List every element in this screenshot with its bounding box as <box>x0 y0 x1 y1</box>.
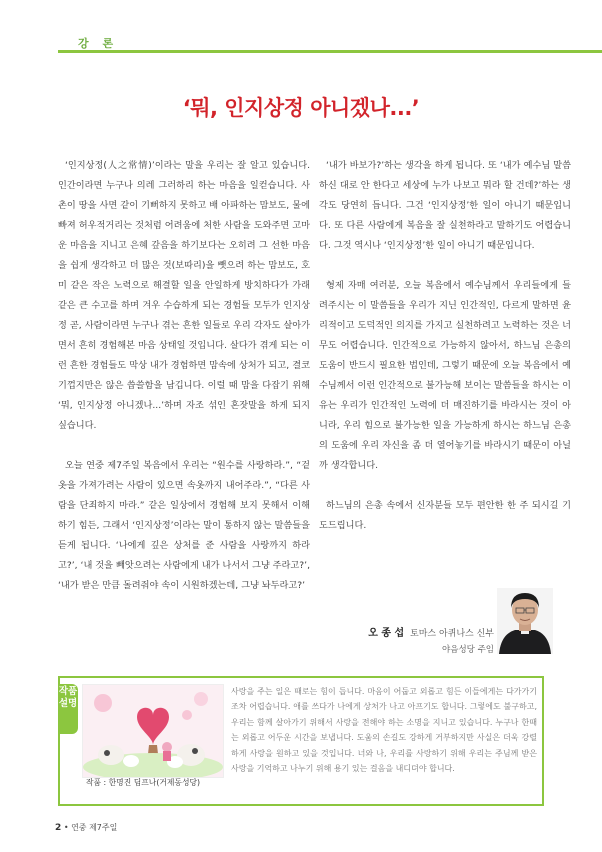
body-paragraph: 형제 자매 여러분, 오늘 복음에서 예수님께서 우리들에게 들려주시는 이 말씀들을 우리가 지닌 인간적인, 다르게 말하면 윤리적이고 도덕적인 의지를 가지고 실천하려고 노력하는 것은 너무도 어렵습니다. 인간적으로 가능하지 않아서, 하느님 은총의 도움이 반드시 필요한 법인데, 그렇기 때문에 오늘 복음에서 예수님께서 이런 인간적으로 불가능해 보이는 말씀들을 하시는 이유는 우리가 인간적인 노력에 더 매진하기를 바라시는 것이 아니라, 우리 힘으로 불가능한 일을 가능하게 하시는 하느님 은총의 도움에 우리 자신을 좀 더 열어놓기를 바라시기 때문이 아닐까 생각합니다. <box>319 280 571 471</box>
body-paragraph: ‘내가 바보가?’하는 생각을 하게 됩니다. 또 ‘내가 예수님 말씀하신 대로 안 한다고 세상에 누가 나보고 뭐라 할 건데?’하는 생각도 당연히 듭니다. 그건 ‘인지상정’한 일이 아니기 때문입니다. 또 다른 사람에게 복음을 잘 실천하라고 말하기도 어렵습니다. 그것 역시나 ‘인지상정’한 일이 아니기 때문입니다. <box>319 160 571 251</box>
artwork-tab-label: 작품 설명 <box>58 684 78 734</box>
page-number: 2 <box>55 823 62 833</box>
author-name: 오 종 섭 <box>368 628 405 639</box>
artwork-illustration <box>82 684 224 778</box>
section-label: 강 론 <box>78 37 119 50</box>
body-paragraph: 오늘 연중 제7주일 복음에서 우리는 “원수를 사랑하라.”, “겉옷을 가져가려는 사람이 있으면 속옷까지 내어주라.”, “다른 사람을 단죄하지 마라.” 같은 일상에서 경험해 보지 못해서 이해하기 힘든, 그래서 ‘인지상정’이라는 말이 통하지 않는 말씀들을 듣게 됩니다. ‘나에게 깊은 상처를 준 사람을 사랑까지 하라고?’, ‘내 것을 빼앗으려는 사람에게 내가 나서서 그냥 주라고?’, ‘내가 받은 만큼 돌려줘야 속이 시원하겠는데, 그냥 놔두라고?’ <box>58 460 310 591</box>
header-divider <box>58 50 602 53</box>
page-footer <box>55 822 117 833</box>
body-right-column <box>319 156 571 556</box>
artwork-description: 사랑을 주는 일은 때로는 힘이 듭니다. 마음이 어둡고 외롭고 힘든 이들에게는 다가가기조차 어렵습니다. 애를 쓰다가 나에게 상처가 나고 아프기도 합니다. 그렇에도 불구하고, 우리는 함께 살아가기 위해서 사랑을 전해야 하는 소명을 지니고 있습니다. 누구나 한때는 외롭고 어두운 시간을 보냅니다. 도움의 손길도 강하게 거부하지만 사실은 더욱 강렬하게 사랑을 원하고 있을 것입니다. 너와 나, 우리를 사랑하기 위해 우리는 주님께 받은 사랑을 기억하고 나누기 위해 용기 있는 걸음을 내디뎌야 합니다. <box>231 687 537 774</box>
author-title: 토마스 아퀴나스 신부 <box>410 629 494 639</box>
body-paragraph: 하느님의 은총 속에서 신자분들 모두 편안한 한 주 되시길 기도드립니다. <box>319 500 571 531</box>
page-title: ‘뭐, 인지상정 아니겠나...’ <box>182 96 420 120</box>
artwork-caption: 작품 : 한명진 딤프나(거제동성당) <box>86 778 201 787</box>
issue-label: • 연중 제7주일 <box>63 823 118 832</box>
author-byline <box>320 626 494 658</box>
author-parish: 야음성당 주임 <box>442 645 494 655</box>
author-photo <box>497 588 553 654</box>
body-left-column <box>58 156 310 616</box>
body-paragraph: ‘인지상정(人之常情)’이라는 말을 우리는 잘 알고 있습니다. 인간이라면 누구나 의레 그러하리 하는 마음을 일컫습니다. 사촌이 땅을 사면 같이 기뻐하지 못하고 배 아파하는 맘보도, 물에 빠져 허우적거리는 것처럼 어려움에 처한 사람을 도와주면 고마운 마음을 지니고 은혜 갚음을 하기보다는 오히려 그 선한 마음을 쉽게 생각하고 더 많은 것(보따리)을 뺏으려 하는 맘보도, 호미 같은 작은 노력으로 해결할 일을 안일하게 방치하다가 가래 같은 큰 수고를 하며 겨우 수습하게 되는 경험들 모두가 인지상정 곧, 사람이라면 누구나 겪는 흔한 일들로 우리 각자도 살아가면서 흔히 경험해본 마음 상태일 것입니다. 살다가 겪게 되는 이런 흔한 경험들도 막상 내가 경험하면 맘속에 상처가 되고, 결코 기껍지만은 않은 씁쓸함을 남깁니다. 이럴 때 맘을 다잡기 위해 ‘뭐, 인지상정 아니겠나...’하며 자조 섞인 혼잣말을 하게 되지 싶습니다. <box>58 160 310 431</box>
